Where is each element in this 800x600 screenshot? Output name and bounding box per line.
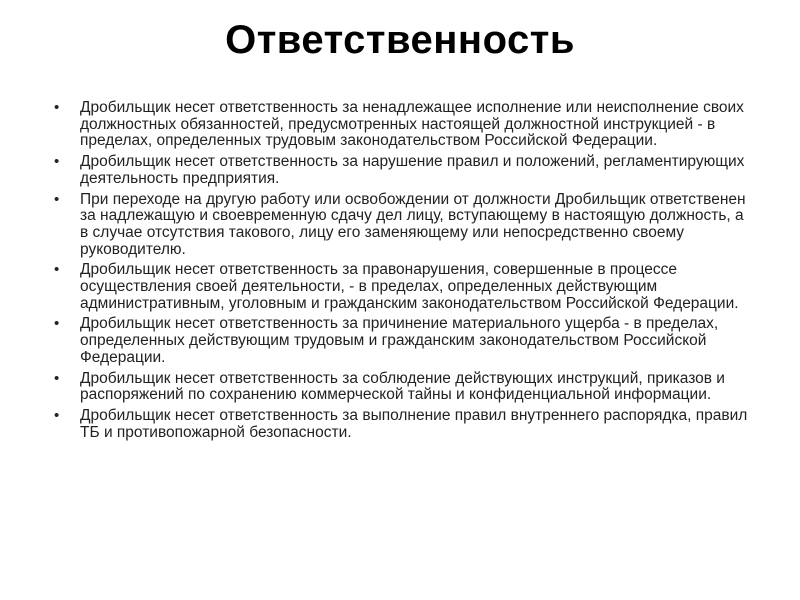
bullet-text: Дробильщик несет ответственность за выполнение правил внутреннего распорядка, правил ТБ и противопожарной безопасности. — [80, 406, 748, 441]
bullet-dot-icon: • — [54, 261, 60, 279]
bullet-item — [48, 408, 750, 441]
bullet-text: Дробильщик несет ответственность за нарушение правил и положений, регламентирующих деятельность предприятия. — [80, 153, 745, 187]
bullet-item — [48, 262, 750, 312]
bullet-dot-icon: • — [54, 315, 60, 333]
bullet-item — [48, 100, 750, 150]
bullet-dot-icon: • — [54, 153, 60, 171]
bullet-text: Дробильщик несет ответственность за правонарушения, совершенные в процессе осуществления своей деятельности, - в пределах, определенных действующим административным, уголовным и гражданским законодательством Российской Федерации. — [80, 261, 739, 312]
slide-title: Ответственность — [225, 18, 575, 62]
bullet-dot-icon: • — [54, 406, 60, 424]
bullet-item — [48, 192, 750, 259]
bullet-list — [48, 100, 750, 445]
bullet-dot-icon: • — [54, 99, 60, 116]
bullet-dot-icon: • — [54, 369, 60, 387]
bullet-text: При переходе на другую работу или освобождении от должности Дробильщик ответственен за надлежащую и своевременную сдачу дел лицу, вступающему в настоящую должность, а в случае отсутствия такового, лицу его заменяющему или непосредственно своему руководителю. — [80, 190, 746, 258]
bullet-dot-icon: • — [54, 190, 60, 208]
bullet-item — [48, 154, 750, 187]
bullet-item — [48, 316, 750, 366]
bullet-text: Дробильщик несет ответственность за причинение материального ущерба - в пределах, определенных действующим трудовым и гражданским законодательством Российской Федерации. — [80, 315, 719, 366]
bullet-text: Дробильщик несет ответственность за соблюдение действующих инструкций, приказов и распоряжений по сохранению коммерческой тайны и конфиденциальной информации. — [80, 369, 725, 404]
bullet-item — [48, 371, 750, 404]
bullet-text: Дробильщик несет ответственность за ненадлежащее исполнение или неисполнение своих должностных обязанностей, предусмотренных настоящей должностной инструкцией - в пределах, определенных трудовым законодательством Российской Федерации. — [80, 99, 744, 150]
